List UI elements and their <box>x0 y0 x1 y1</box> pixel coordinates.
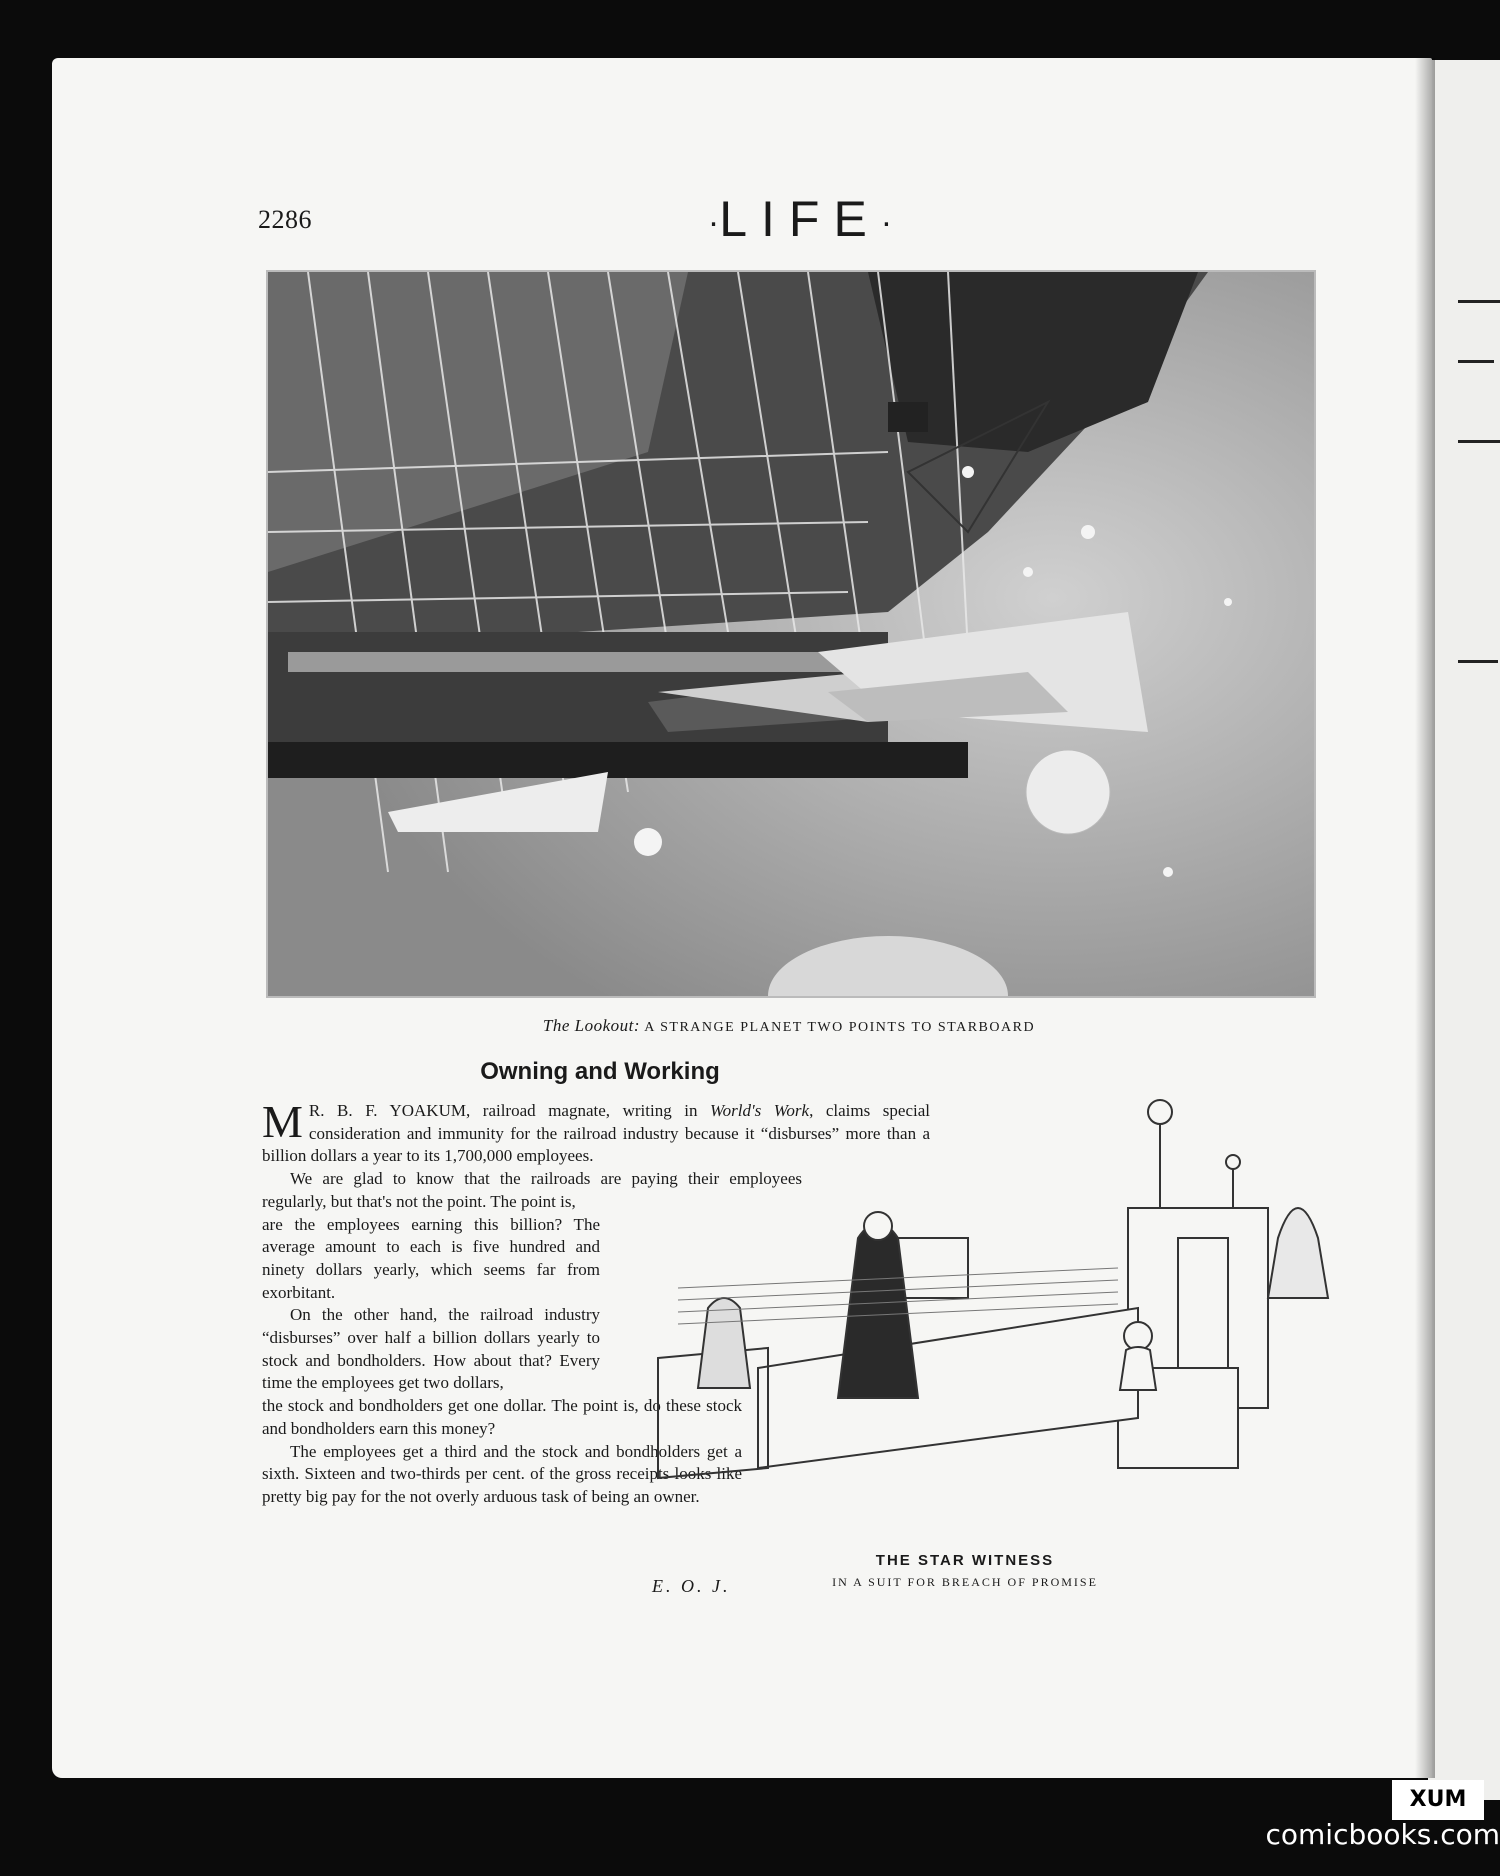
gondola-keel <box>268 742 968 778</box>
baby-head <box>1124 1322 1152 1350</box>
masthead-title: LIFE <box>719 191 881 247</box>
caption-title: The Lookout: <box>542 1016 641 1035</box>
star <box>1224 598 1232 606</box>
masthead-dot-right: · <box>880 203 893 242</box>
star <box>1163 867 1173 877</box>
paragraph-text: On the other hand, the railroad industry “disburses” over half a billion dollars yearly to stock and bondholders. How about that? Every time the employees get two dollars, <box>262 1305 600 1393</box>
small-planet <box>1026 750 1110 834</box>
lookout-figure <box>888 402 928 432</box>
adjacent-sketch-line <box>1458 300 1500 303</box>
baby-witness <box>1120 1347 1156 1390</box>
lamp-globe <box>1148 1100 1172 1124</box>
drop-cap: M <box>262 1096 303 1147</box>
adjacent-sketch-line <box>1458 360 1494 363</box>
article-paragraph-3 <box>262 1304 600 1395</box>
lamp-globe <box>1226 1155 1240 1169</box>
woman-head <box>864 1212 892 1240</box>
paragraph-text: the stock and bondholders get one dollar. The point is, do these stock and bondholders earn this money? <box>262 1396 742 1438</box>
paragraph-text: are the employees earning this billion? The average amount to each is five hundred and ninety dollars yearly, which seems far from exorbitant. <box>262 1214 600 1302</box>
adjacent-page-edge <box>1428 60 1500 1800</box>
page-number: 2286 <box>258 205 312 234</box>
article-signature: E. O. J. <box>652 1576 731 1596</box>
airship-drawing <box>268 272 1314 996</box>
star <box>962 466 974 478</box>
paragraph-text: We are glad to know that the railroads are paying their employees regularly, but that's not the point. The point is, <box>262 1169 802 1211</box>
caption-text: A STRANGE PLANET TWO POINTS TO STARBOARD <box>644 1020 1036 1035</box>
paragraph-text: The employees get a third and the stock and bondholders get a sixth. Sixteen and two-thirds per cent. of the gross receipts looks like pretty big pay for the not overly arduous task of being an owner. <box>262 1441 742 1506</box>
article-title: Owning and Working <box>480 1058 720 1085</box>
adjacent-sketch-line <box>1458 660 1498 663</box>
caption-subtitle: IN A SUIT FOR BREACH OF PROMISE <box>832 1575 1098 1589</box>
page-gutter-shadow <box>1415 58 1435 1778</box>
paragraph-text: , claims special consideration and immunity for the railroad industry because it “disburses” more than a billion dollars a year to its 1,700,000 employees. <box>262 1101 931 1166</box>
gondola-rail <box>288 652 848 672</box>
publication-name: World's Work <box>710 1101 810 1120</box>
top-illustration-caption <box>266 1016 1312 1036</box>
bottom-illustration-caption <box>780 1552 1150 1590</box>
judge-figure <box>1268 1208 1328 1298</box>
masthead-dot-left: · <box>707 203 720 242</box>
masthead <box>600 190 1000 248</box>
paragraph-text: R. B. F. YOAKUM, railroad magnate, writing in <box>308 1101 711 1120</box>
courtroom-drawing <box>618 1088 1398 1548</box>
article-paragraph-2-cont <box>262 1214 600 1305</box>
courtroom-illustration <box>618 1088 1398 1548</box>
adjacent-sketch-line <box>1458 440 1500 443</box>
caption-title: THE STAR WITNESS <box>875 1552 1055 1569</box>
woman-figure <box>838 1223 918 1398</box>
seated-woman-figure <box>698 1298 750 1388</box>
star <box>1081 525 1095 539</box>
star <box>634 828 662 856</box>
source-watermark: comicbooks.com <box>1265 1818 1500 1851</box>
star <box>1023 567 1033 577</box>
jury-railing <box>758 1308 1138 1468</box>
airship-illustration <box>266 270 1316 998</box>
xum-badge: XUM <box>1392 1780 1484 1820</box>
